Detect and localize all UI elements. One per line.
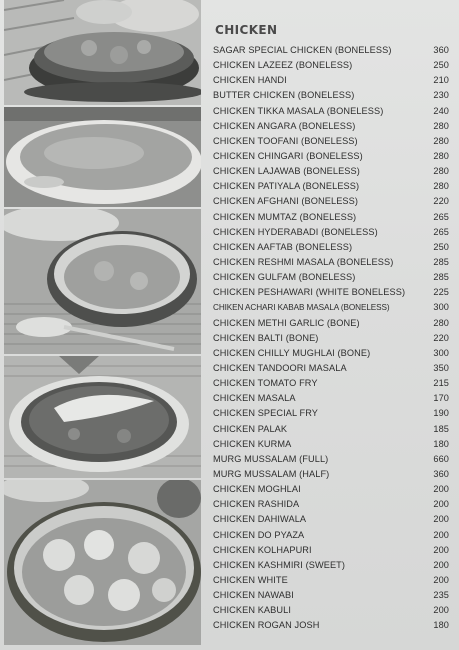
menu-item-price: 360 — [433, 469, 449, 479]
menu-item-name: CHICKEN CHILLY MUGHLAI (BONE) — [213, 347, 371, 358]
menu-item-name: CHICKEN KOLHAPURI — [213, 544, 312, 555]
menu-item-price: 350 — [433, 363, 449, 374]
menu-item-name: CHICKEN MUMTAZ (BONELESS) — [213, 211, 357, 222]
menu-item-price: 200 — [433, 559, 449, 570]
menu-item-price: 280 — [433, 151, 449, 162]
menu-item — [213, 149, 449, 164]
menu-item-name: CHICKEN AFGHANI (BONELESS) — [213, 196, 359, 207]
food-photo-strip — [0, 0, 205, 650]
menu-item — [213, 618, 449, 633]
menu-item — [213, 361, 449, 376]
chicken-pieces-bowl-photo — [4, 480, 201, 645]
menu-item-price: 280 — [433, 135, 449, 146]
menu-section — [213, 20, 449, 633]
menu-item-price: 265 — [433, 211, 449, 222]
menu-item-name: CHICKEN BALTI (BONE) — [213, 332, 319, 343]
menu-item-name: CHICKEN SPECIAL FRY — [213, 408, 319, 419]
menu-item-name: CHICKEN DAHIWALA — [213, 514, 307, 525]
menu-item — [213, 88, 449, 103]
menu-item — [213, 558, 449, 573]
menu-item-name: CHICKEN METHI GARLIC (BONE) — [213, 317, 360, 328]
menu-item-price: 200 — [433, 605, 449, 616]
menu-item-name: CHICKEN LAJAWAB (BONELESS) — [213, 166, 360, 177]
menu-item — [213, 376, 449, 391]
menu-item-price: 300 — [433, 347, 449, 358]
menu-item-price: 240 — [433, 105, 449, 116]
menu-item — [213, 331, 449, 346]
menu-item — [213, 43, 449, 58]
menu-item — [213, 497, 449, 512]
menu-item — [213, 104, 449, 119]
menu-item-name: CHICKEN LAZEEZ (BONELESS) — [213, 60, 353, 71]
menu-item-name: CHICKEN ANGARA (BONELESS) — [213, 120, 356, 131]
menu-item-price: 215 — [433, 378, 449, 389]
menu-item — [213, 437, 449, 452]
menu-item-price: 660 — [433, 453, 449, 464]
menu-item-price: 180 — [433, 438, 449, 449]
menu-item-name: CHICKEN CHINGARI (BONELESS) — [213, 151, 363, 162]
menu-item — [213, 255, 449, 270]
menu-item-price: 200 — [433, 514, 449, 525]
menu-item-name: SAGAR SPECIAL CHICKEN (BONELESS) — [213, 45, 392, 56]
menu-item — [213, 482, 449, 497]
menu-item-name: CHICKEN PESHAWARI (WHITE BONELESS) — [213, 287, 406, 298]
menu-item-price: 235 — [433, 590, 449, 601]
menu-item-price: 180 — [433, 620, 449, 631]
menu-item-name: BUTTER CHICKEN (BONELESS) — [213, 90, 355, 101]
menu-item-name: CHICKEN TIKKA MASALA (BONELESS) — [213, 105, 384, 116]
menu-item-name: CHICKEN TANDOORI MASALA — [213, 363, 347, 374]
menu-item-name: CHICKEN DO PYAZA — [213, 529, 305, 540]
menu-item-name: CHICKEN KURMA — [213, 438, 292, 449]
menu-item — [213, 603, 449, 618]
menu-item-name: CHICKEN ROGAN JOSH — [213, 620, 320, 631]
menu-item-price: 170 — [433, 393, 449, 404]
menu-item-name: CHICKEN GULFAM (BONELESS) — [213, 272, 356, 283]
menu-item-price: 200 — [433, 574, 449, 585]
menu-item-list — [213, 43, 449, 633]
menu-item-name: CHICKEN KABULI — [213, 605, 291, 616]
menu-item-name: CHICKEN PATIYALA (BONELESS) — [213, 181, 360, 192]
menu-item — [213, 285, 449, 300]
menu-item-price: 280 — [433, 166, 449, 177]
menu-item — [213, 406, 449, 421]
menu-item-price: 200 — [433, 484, 449, 495]
menu-item-price: 280 — [433, 181, 449, 192]
menu-item-name: MURG MUSSALAM (FULL) — [213, 453, 329, 464]
menu-item — [213, 194, 449, 209]
menu-item-price: 250 — [433, 241, 449, 252]
menu-item-name: CHICKEN MASALA — [213, 393, 296, 404]
menu-item — [213, 316, 449, 331]
menu-item — [213, 452, 449, 467]
menu-item — [213, 179, 449, 194]
menu-item — [213, 164, 449, 179]
menu-item — [213, 225, 449, 240]
menu-item — [213, 543, 449, 558]
menu-item-price: 360 — [433, 45, 449, 56]
menu-item-price: 250 — [433, 60, 449, 71]
menu-item — [213, 119, 449, 134]
menu-item — [213, 134, 449, 149]
menu-item — [213, 422, 449, 437]
menu-item — [213, 270, 449, 285]
palak-chicken-bowl-photo — [4, 356, 201, 478]
menu-item-name: CHICKEN HANDI — [213, 75, 287, 86]
menu-item-price: 190 — [433, 408, 449, 419]
menu-item — [213, 58, 449, 73]
menu-item-name: CHICKEN TOMATO FRY — [213, 378, 318, 389]
menu-item — [213, 240, 449, 255]
menu-item-price: 200 — [433, 499, 449, 510]
menu-item-price: 285 — [433, 257, 449, 268]
menu-item-name: CHICKEN HYDERABADI (BONELESS) — [213, 226, 378, 237]
menu-item — [213, 512, 449, 527]
menu-item-price: 220 — [433, 196, 449, 207]
curry-bowl-with-naan-photo — [4, 0, 201, 105]
menu-item — [213, 588, 449, 603]
menu-item-name: CHICKEN RASHIDA — [213, 499, 300, 510]
menu-item-price: 220 — [433, 332, 449, 343]
menu-item-price: 200 — [433, 544, 449, 555]
menu-item-name: CHICKEN PALAK — [213, 423, 288, 434]
menu-item — [213, 528, 449, 543]
menu-item-name: CHICKEN RESHMI MASALA (BONELESS) — [213, 257, 394, 268]
menu-item-price: 285 — [433, 272, 449, 283]
menu-item-price: 280 — [433, 317, 449, 328]
menu-item-price: 230 — [433, 90, 449, 101]
menu-item — [213, 573, 449, 588]
menu-item-name: MURG MUSSALAM (HALF) — [213, 469, 330, 479]
menu-item-name: CHICKEN NAWABI — [213, 590, 294, 601]
menu-item-name: CHICKEN AAFTAB (BONELESS) — [213, 241, 353, 252]
menu-item — [213, 391, 449, 406]
menu-item — [213, 73, 449, 88]
curry-bowl-with-spoon-photo — [4, 209, 201, 354]
menu-item-price: 300 — [433, 302, 449, 313]
creamy-curry-oval-dish-photo — [4, 107, 201, 207]
menu-item-price: 210 — [433, 75, 449, 86]
menu-item — [213, 467, 449, 482]
section-title: CHICKEN — [215, 23, 278, 37]
menu-item-price: 185 — [433, 423, 449, 434]
menu-item-name: CHICKEN KASHMIRI (SWEET) — [213, 559, 346, 570]
menu-item — [213, 210, 449, 225]
menu-item — [213, 346, 449, 361]
menu-item-name: CHICKEN MOGHLAI — [213, 484, 301, 495]
menu-item — [213, 300, 449, 315]
menu-item-name: CHICKEN TOOFANI (BONELESS) — [213, 135, 358, 146]
menu-item-price: 225 — [433, 287, 449, 298]
menu-item-name: CHICKEN WHITE — [213, 574, 288, 585]
menu-item-price: 200 — [433, 529, 449, 540]
menu-item-price: 265 — [433, 226, 449, 237]
menu-item-name: CHIKEN ACHARI KABAB MASALA (BONELESS) — [213, 303, 390, 313]
menu-item-price: 280 — [433, 120, 449, 131]
